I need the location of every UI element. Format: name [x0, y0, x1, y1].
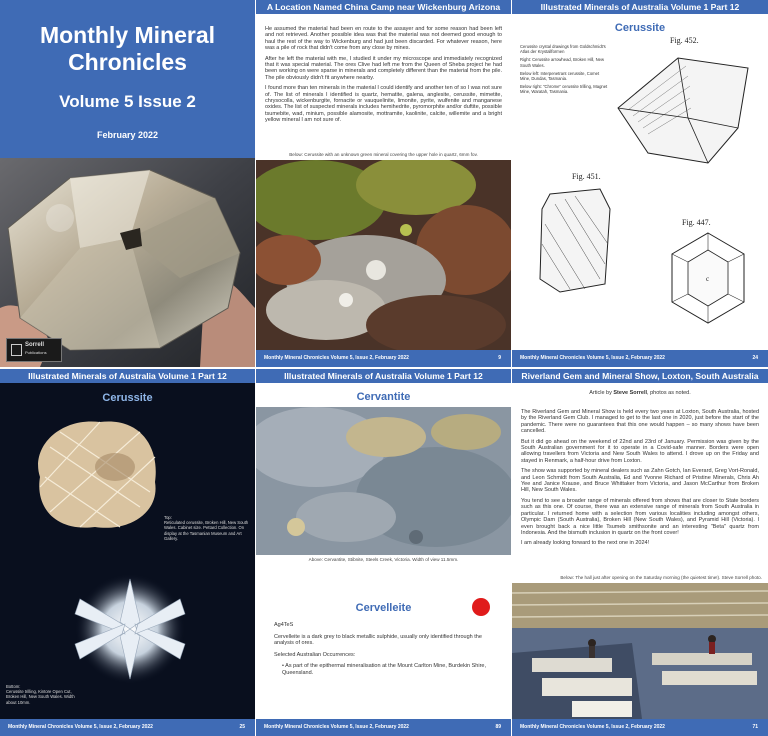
paragraph: The show was supported by mineral dealers such as Zahn Gotch, Ian Everard, Greg Vort-Ronald, and Leon Schmidt from South Australia, Ed and Yvonne Richard of Pristine Minerals, Chris Ah Yee and Janice Krause, and Bruce Whittaker from Victoria, and Jason McCarthur from Broken Hill, New South Wales.	[521, 468, 759, 494]
page-number: 25	[239, 724, 245, 730]
article-body	[265, 26, 502, 128]
formula: Ag4TeS	[274, 622, 294, 628]
page-footer	[512, 719, 768, 736]
page-header: Riverland Gem and Mineral Show, Loxton, South Australia	[512, 369, 768, 383]
logo-sub: Publications	[25, 350, 47, 355]
cervantite-page	[256, 369, 511, 736]
byline	[512, 390, 768, 396]
occurrence-item: • As part of the epithermal mineralisation at the Mount Carlton Mine, Burdekin Shire, Queensland.	[282, 663, 487, 676]
page-footer	[256, 350, 511, 367]
paragraph: He assumed the material had been en route to the assayer and for some reason had been left and not retrieved. Another possible idea was that the material was not deemed good enough to haul the rest of the way to Wickenburg and had just been discarded. For whatever reason, here was a pile of rock that didn't come from any close by mines.	[265, 26, 502, 52]
rarity-marker-icon	[472, 598, 490, 616]
byline-prefix: Article by	[589, 390, 614, 396]
mineral-title-2: Cervelleite	[355, 602, 412, 614]
mineral-description	[274, 622, 496, 682]
mineral-title: Cerussite	[102, 392, 153, 404]
page-header: Illustrated Minerals of Australia Volume 1 Part 12	[512, 0, 768, 14]
note: Below left: Interpenetrant cerussite, Comet Mine, Dundas, Tasmania.	[520, 70, 600, 82]
cerussite-photos-page	[0, 369, 255, 736]
occurrence-text: As part of the epithermal mineralisation at the Mount Carlton Mine, Burdekin Shire, Queensland.	[282, 663, 487, 676]
page-number: 71	[752, 724, 758, 730]
caption-text: Cerussite trilling, Kintore Open Cut, Broken Hill, New South Wales. Width about 10mm.	[6, 689, 75, 705]
paragraph: After he left the material with me, I studied it under my microscope and immediately recognized that it was special material. The ores Clive had left me from the Queen of Sheba project he had been working on were sparse in minerals and completely different than the material from the pile. The pile obviously didn't fit anywhere nearby.	[265, 55, 502, 81]
photo-caption: Above: Cervantite, Stibnite, Steels Creek, Victoria. Width of view 11.5mm.	[308, 557, 459, 562]
photo-caption: Below: Cerussite with an unknown green mineral covering the upper hole in quartz, 6mm fov.	[289, 152, 478, 157]
footer-text: Monthly Mineral Chronicles Volume 5, Issue 2, February 2022	[264, 355, 409, 361]
show-report-page	[512, 369, 768, 736]
article-body	[521, 409, 759, 551]
footer-text: Monthly Mineral Chronicles Volume 5, Issue 2, February 2022	[8, 724, 153, 730]
cerussite-specimen-photo	[256, 160, 511, 350]
figure-letter: c	[706, 275, 710, 283]
note: Right: Cerussite arrowhead, Broken Hill, New South Wales.	[520, 57, 605, 68]
cover-title-line1: Monthly Mineral	[39, 22, 216, 48]
bottom-photo-caption	[6, 684, 86, 705]
occurrences-label: Selected Australian Occurrences:	[274, 651, 356, 658]
china-camp-page	[256, 0, 511, 367]
cover-page	[0, 0, 255, 367]
crystal-drawing-trilling	[662, 228, 754, 328]
cerussite-drawings-page	[512, 0, 768, 367]
page-footer	[0, 719, 255, 736]
reticulated-cerussite-photo	[20, 407, 170, 537]
show-hall-photo	[512, 583, 768, 719]
page-header: Illustrated Minerals of Australia Volume 1 Part 12	[256, 369, 511, 383]
cervantite-photo	[256, 407, 511, 555]
page-footer	[512, 350, 768, 367]
note: Below right: "Chrome" cerussite trilling, Magnet Mine, Waratah, Tasmania.	[520, 84, 608, 95]
caption-label: Top:	[164, 515, 172, 520]
footer-text: Monthly Mineral Chronicles Volume 5, Issue 2, February 2022	[264, 724, 409, 730]
page-header: Illustrated Minerals of Australia Volume 1 Part 12	[0, 369, 255, 383]
page-header: A Location Named China Camp near Wickenburg Arizona	[256, 0, 511, 14]
page-number: 24	[752, 355, 758, 361]
caption-text: Reticulated cerussite, Broken Hill, New South Wales. Cabinet size. Pettard Collection. On display at the Tasmanian Museum and Art Gallery.	[164, 520, 249, 541]
mineral-title: Cervantite	[356, 391, 411, 403]
paragraph: You tend to see a broader range of minerals offered from shows that are closer to State borders such as this one. Of course, there was an extensive range of minerals from South Australia in particular. I returned home with a selection from various localities including amongst others, Olympic Dam (South Australia), Broken Hill (New South Wales), and Pyramid Hill (Victoria). I even brought back a nice little Tsumeb smithsonite and an interesting "Beta" quartz from Indonesia. And the bismuth inclusion in quartz on the front cover!	[521, 497, 759, 536]
cover-title-line2: Chronicles	[68, 49, 187, 75]
crystal-drawing-arrowhead	[608, 48, 758, 168]
drawing-notes	[520, 44, 608, 98]
footer-text: Monthly Mineral Chronicles Volume 5, Issue 2, February 2022	[520, 355, 665, 361]
cerussite-trilling-photo	[40, 574, 230, 684]
page-number: 89	[495, 724, 501, 730]
publisher-logo	[6, 338, 62, 362]
page-footer	[256, 719, 511, 736]
paragraph: The Riverland Gem and Mineral Show is held every two years at Loxton, South Australia, hosted by the Riverland Gem Club. I managed to get to the last one in 2020, just before the start of the pandemic. There were no guarantees that this one would happen – so many shows have been cancelled.	[521, 409, 759, 435]
mineral-title: Cerussite	[614, 22, 666, 34]
cover-date: February 2022	[96, 130, 159, 140]
page-number: 9	[498, 355, 501, 361]
logo-mark-icon	[11, 344, 22, 356]
caption-label: Bottom:	[6, 684, 21, 689]
logo-name: Sorrell	[25, 342, 45, 348]
cover-title	[0, 22, 255, 76]
paragraph: I found more than ten minerals in the material I could identify and another ten of so I was not sure of. The list of minerals I identified is quartz, hematite, galena, anglesite, cerussite, mimetite, chrysocolla, wickenburgite, fornacite or vauquelinite, limonite, pyrite, wulfenite and manganese oxides. The list of suspected minerals includes hemihedrite, pyromorphite and/or duftite, possible tsumebite, wad, minium, possible alamosite, mottramite, kaolinite, calcite, willemite and a bright yellow mineral I am not sure of.	[265, 85, 502, 124]
paragraph: But it did go ahead on the weekend of 22nd and 23rd of January. Permission was given by the South Australian government for it to operate in a Covid-safe manner. Borders were open allowing travellers from Victoria and New South Wales to attend. I drove up on the Friday and stayed in Renmark, a half-hour drive from Loxton.	[521, 438, 759, 464]
cover-quartz-photo	[0, 158, 255, 367]
note: Cerussite crystal drawings from Goldschmidt's Atlas der Krystallformen	[520, 44, 606, 55]
cover-volume: Volume 5 Issue 2	[59, 92, 196, 111]
byline-suffix: , photos as noted.	[647, 390, 691, 396]
top-photo-caption	[164, 515, 250, 541]
description: Cervelleite is a dark grey to black metallic sulphide, usually only identified through the analysis of ores.	[274, 633, 482, 647]
paragraph: I am already looking forward to the next one in 2024!	[521, 540, 650, 547]
figure-label: Fig. 447.	[682, 218, 711, 227]
figure-label: Fig. 452.	[670, 36, 699, 45]
photo-caption: Below: The hall just after opening on the Saturday morning (the quietest time!). Steve Sorrell photo.	[560, 575, 762, 580]
figure-label: Fig. 451.	[572, 172, 601, 181]
crystal-drawing-interpenetrant	[530, 184, 620, 299]
author-name: Steve Sorrell	[613, 390, 648, 396]
footer-text: Monthly Mineral Chronicles Volume 5, Issue 2, February 2022	[520, 724, 665, 730]
